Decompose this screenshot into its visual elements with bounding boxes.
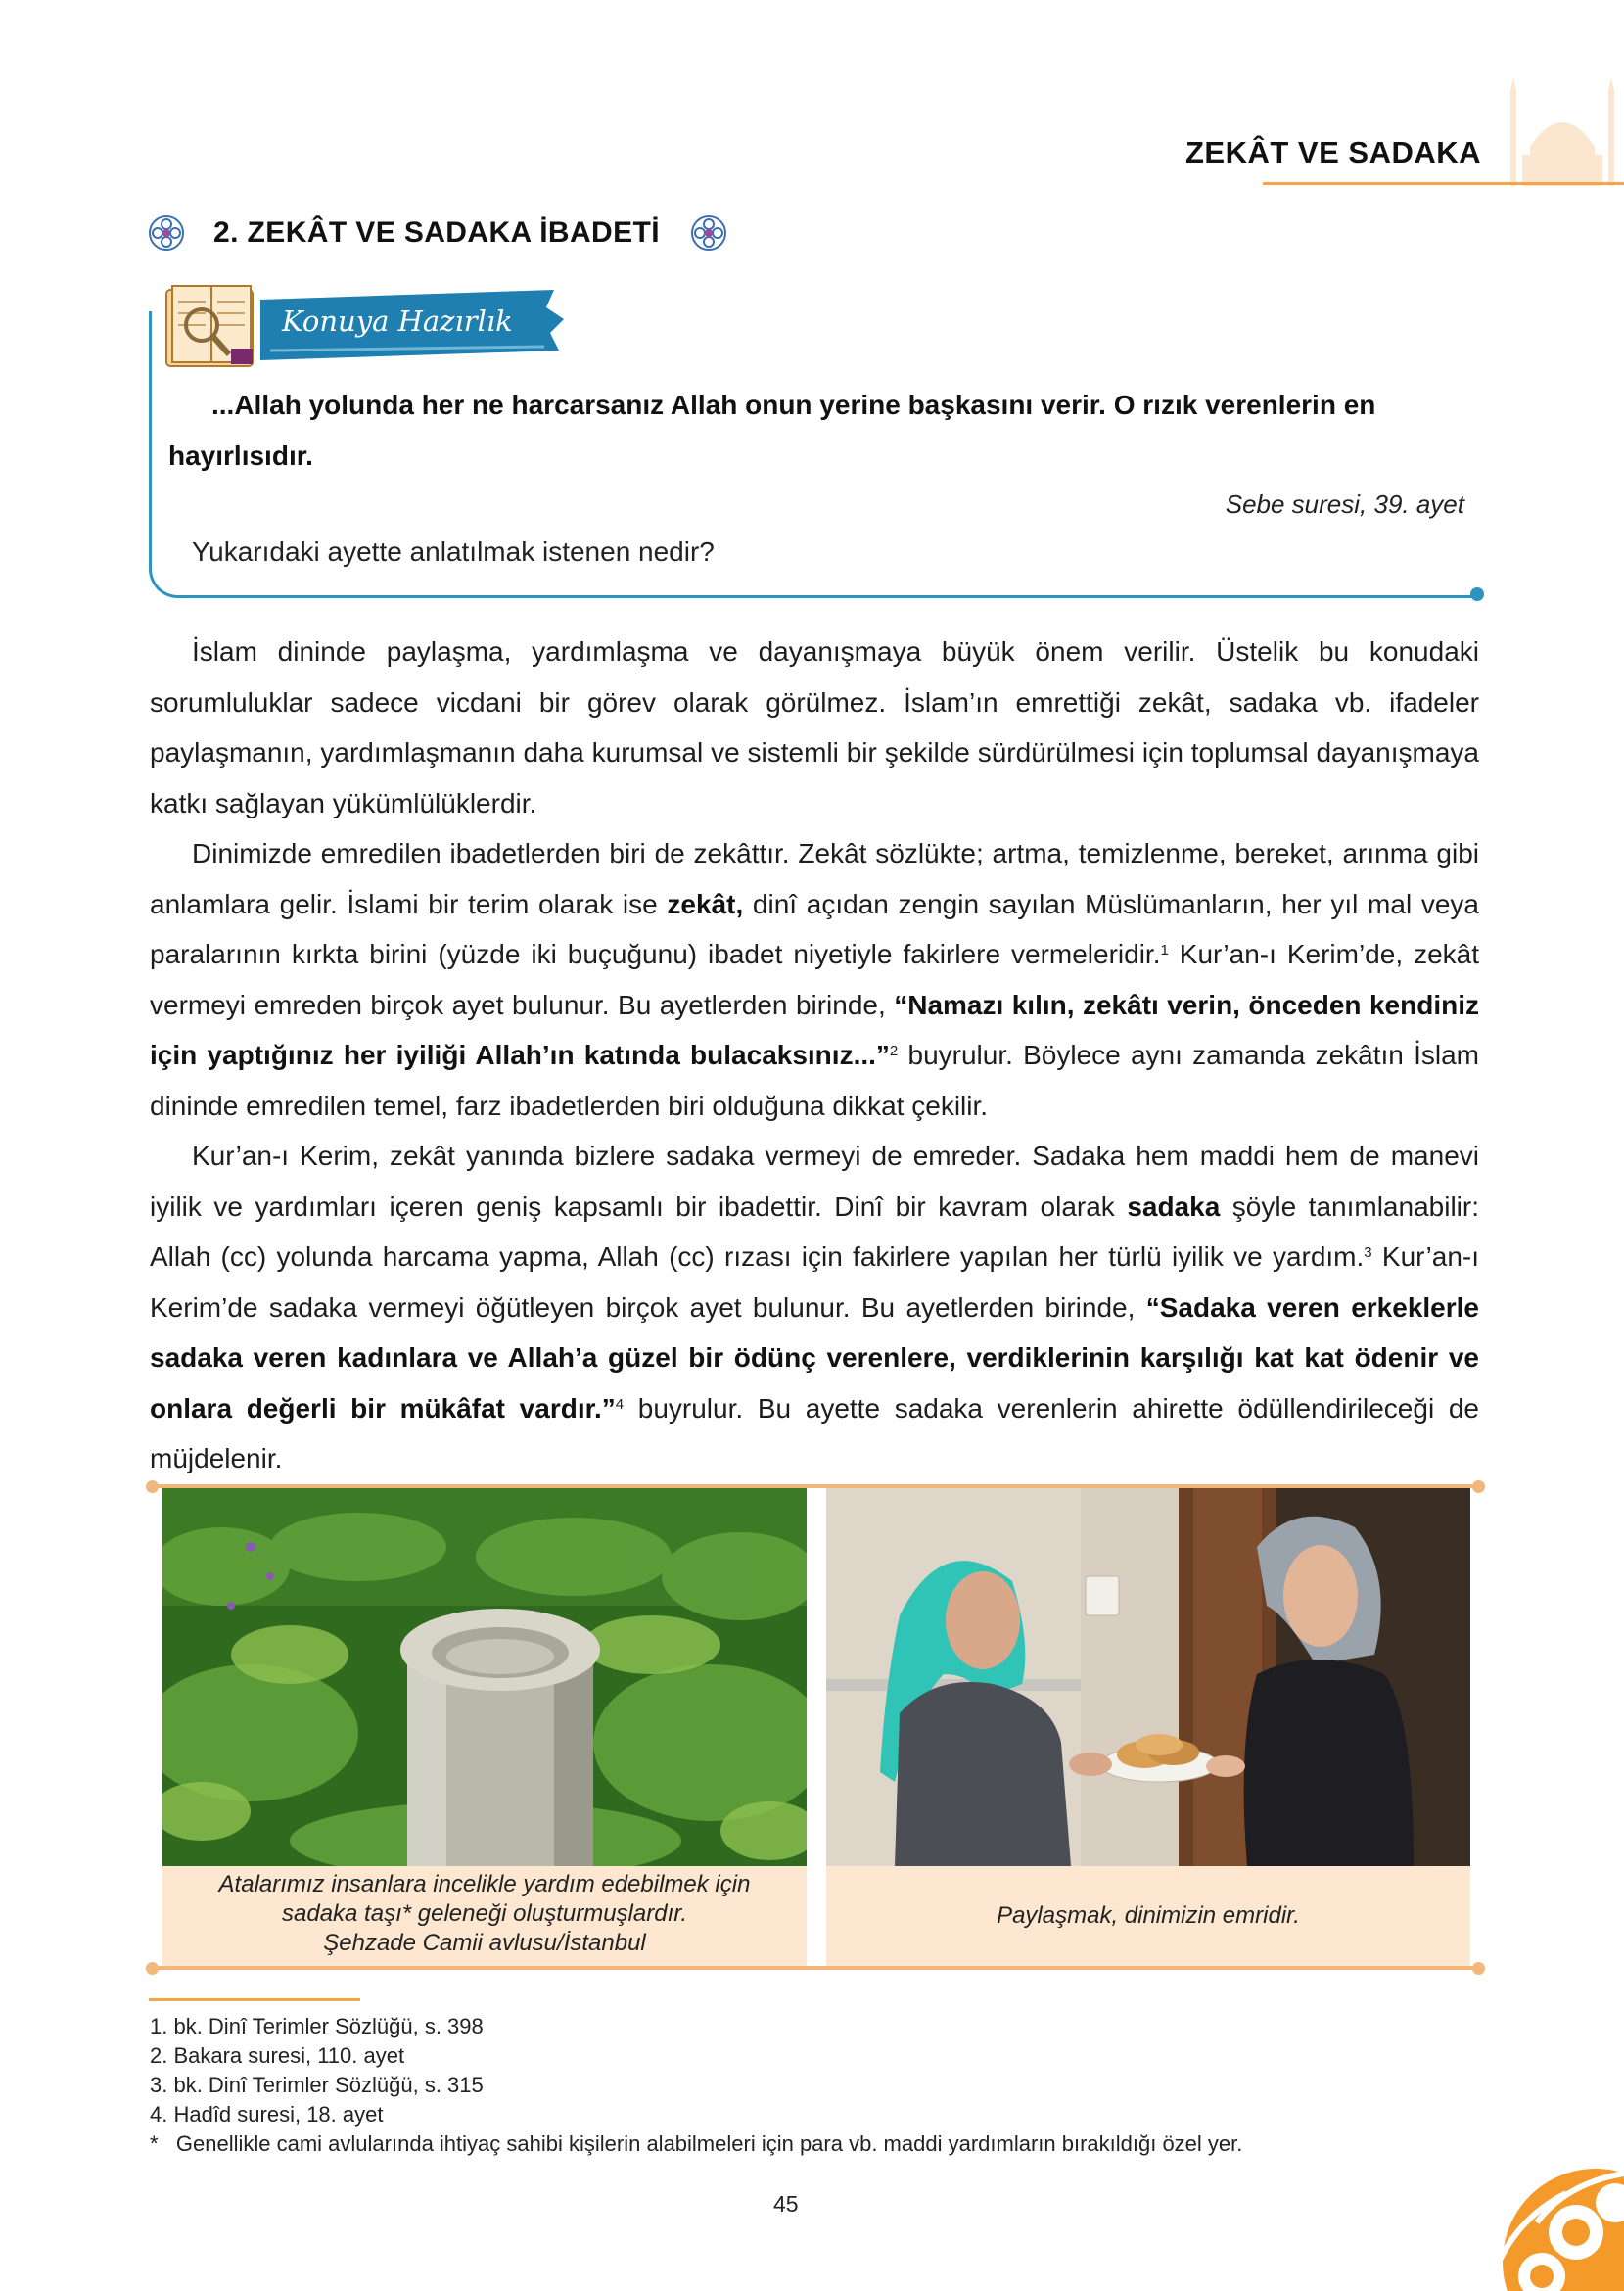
text-run: şöyle tanımlanabilir: Allah (cc) yolunda harcama yapma, Allah (cc) rızası için fakirlere yapılan her türlü iyilik ve yardım. [150,1191,1479,1272]
rule-dot [1472,1962,1485,1975]
rule-dot [146,1962,159,1975]
page-number: 45 [773,2191,799,2217]
photo-caption-2: Paylaşmak, dinimizin emridir. [826,1866,1470,1966]
rule-dot [1472,1480,1485,1493]
text-run: Dinimizde emredilen ibadetlerden biri de zekâttır. Zekât sözlükte; artma, temizlenme, bereket, arınma gibi anlamlara gelir. İslami bir terim olarak ise [150,838,1479,919]
flower-ornament-icon [689,213,728,253]
footnote-ref: 4 [615,1395,625,1413]
footnote-rule [149,1998,360,2001]
footnote-item: 2. Bakara suresi, 110. ayet [150,2043,405,2068]
text-run: Kur’an-ı Kerim, zekât yanında bizlere sadaka vermeyi de emreder. Sadaka hem maddi hem de manevi iyilik ve yardımları içeren geniş kapsamlı bir ibadettir. Dinî bir kavram olarak [150,1141,1479,1222]
footnote-ref: 1 [1160,942,1169,958]
preparation-source: Sebe suresi, 39. ayet [1225,490,1464,519]
paragraph-2 [150,828,1479,1131]
footnote-item: 4. Hadîd suresi, 18. ayet [150,2102,384,2127]
caption-location: Şehzade Camii avlusu/İstanbul [323,1930,646,1956]
caption-line: sadaka taşı* geleneği oluşturmuşlardır. [282,1900,687,1927]
paragraph-3 [150,1131,1479,1484]
preparation-quote: ...Allah yolunda her ne harcarsanız Allah onun yerine başkasını verir. O rızık verenlerin en hayırlısıdır. [168,390,1376,471]
preparation-box-end-dot [1470,587,1484,601]
footnote-ref: 2 [889,1043,899,1059]
open-book-icon [162,282,260,372]
preparation-question: Yukarıdaki ayette anlatılmak istenen nedir? [192,537,715,567]
header-rule [1263,182,1624,185]
text-run: dinî açıdan zengin sayılan Müslümanların, her yıl mal veya paralarının kırkta birini (yüzde iki buçuğunu) ibadet niyetiyle fakirlere vermeleridir. [150,888,1480,969]
footnote-item: 1. bk. Dinî Terimler Sözlüğü, s. 398 [150,2014,484,2038]
text-run: buyrulur. Böylece aynı zamanda zekâtın İslam dininde emredilen temel, farz ibadetlerden biri olduğuna dikkat çekilir. [150,1040,1479,1121]
section-title: 2. ZEKÂT VE SADAKA İBADETİ [213,216,660,249]
sadaka-stone-photo [162,1488,807,1866]
term-zekat: zekât, [667,888,744,919]
verse-quote: “Sadaka veren erkeklerle sadaka veren kadınlara ve Allah’a güzel bir ödünç verenlere, verdiklerinin karşılığı kat kat ödenir ve onlara değerli bir mükâfat vardır.” [150,1291,1479,1424]
paragraph-1: İslam dininde paylaşma, yardımlaşma ve dayanışmaya büyük önem verilir. Üstelik bu konudaki sorumluluklar sadece vicdani bir görev olarak görülmez. İslam’ın emrettiği zekât, sadaka vb. ifadeler paylaşmanın, yardımlaşmanın daha kurumsal ve sistemli bir şekilde sürdürülmesi için toplumsal dayanışmaya katkı sağlayan yükümlülüklerdir. [150,636,1479,818]
caption-line: Atalarımız insanlara incelikle yardım edebilmek için [218,1871,751,1897]
footnote-item: 3. bk. Dinî Terimler Sözlüğü, s. 315 [150,2073,484,2097]
text-run: Kur’an-ı Kerim’de, zekât vermeyi emreden birçok ayet bulunur. Bu ayetlerden birinde, [150,939,1479,1020]
preparation-label: Konuya Hazırlık [282,304,513,338]
corner-flower-ornament-icon [1449,2115,1624,2291]
footnotes [150,2012,1242,2159]
sharing-food-photo [826,1488,1470,1866]
header-title: ZEKÂT VE SADAKA [1184,135,1481,169]
text-run: Kur’an-ı Kerim’de sadaka vermeyi öğütleyen birçok ayet bulunur. Bu ayetlerden birinde, [150,1241,1479,1323]
body-text [150,627,1479,1484]
rule-dot [146,1480,159,1493]
footnote-ref: 3 [1364,1244,1372,1261]
section-heading [147,211,728,255]
flower-ornament-icon [147,213,186,253]
mosque-silhouette-icon [1503,78,1624,186]
figure-bottom-rule [152,1966,1479,1970]
text-run: buyrulur. Bu ayette sadaka verenlerin ahirette ödüllendirileceği de müjdelenir. [150,1392,1479,1473]
term-sadaka: sadaka [1127,1191,1221,1222]
photo-caption-1 [162,1866,807,1966]
verse-quote: “Namazı kılın, zekâtı verin, önceden kendiniz için yaptığınız her iyiliği Allah’ın katında bulacaksınız...” [150,989,1479,1070]
footnote-item: * Genellikle cami avlularında ihtiyaç sahibi kişilerin alabilmeleri için para vb. maddi yardımların bırakıldığı özel yer. [150,2131,1243,2156]
